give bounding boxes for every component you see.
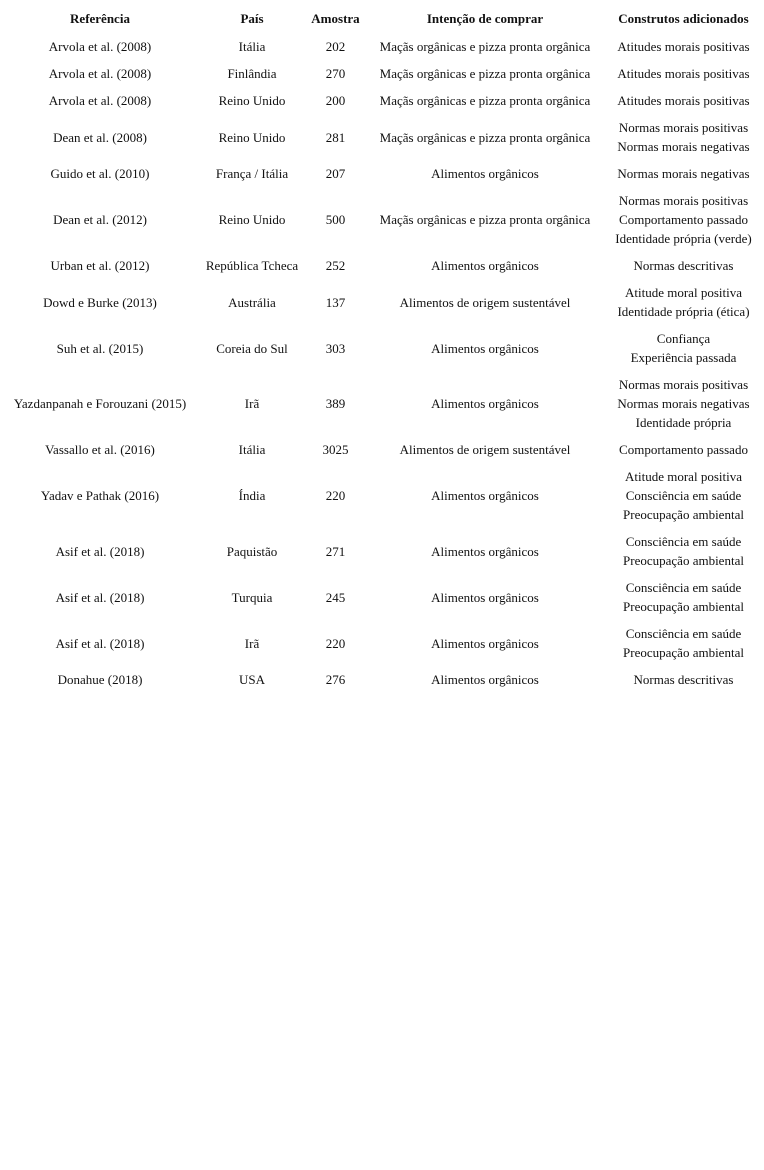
cell-referencia: Donahue (2018) <box>57 672 143 687</box>
construto-item: Preocupação ambiental <box>623 645 744 660</box>
header-amostra: Amostra <box>311 10 360 26</box>
cell-pais: Irã <box>244 635 260 651</box>
cell-pais: República Tcheca <box>205 258 299 273</box>
cell-construtos <box>603 436 764 463</box>
cell-construtos <box>603 574 764 620</box>
construto-item: Normas morais positivas <box>618 193 749 208</box>
construto-item: Preocupação ambiental <box>623 507 744 522</box>
cell-intencao: Maçãs orgânicas e pizza pronta orgânica <box>379 93 591 108</box>
cell-referencia: Vassallo et al. (2016) <box>45 442 155 457</box>
cell-construtos <box>603 279 764 325</box>
table-row <box>0 160 764 187</box>
cell-referencia: Yazdanpanah e Forouzani (2015) <box>13 396 187 411</box>
cell-construtos <box>603 114 764 160</box>
construto-item: Confiança <box>656 331 711 346</box>
cell-intencao: Maçãs orgânicas e pizza pronta orgânica <box>379 66 591 81</box>
table-row <box>0 528 764 574</box>
cell-amostra: 207 <box>325 166 346 181</box>
cell-amostra: 200 <box>325 93 346 108</box>
cell-pais: Turquia <box>231 589 273 605</box>
table-row <box>0 252 764 279</box>
construto-item: Atitude moral positiva <box>625 469 742 484</box>
cell-referencia: Dean et al. (2008) <box>53 129 147 145</box>
construto-item: Experiência passada <box>630 350 737 365</box>
cell-referencia: Dean et al. (2012) <box>53 212 147 227</box>
table-row <box>0 463 764 528</box>
cell-amostra: 500 <box>325 212 346 227</box>
header-pais: País <box>240 10 264 26</box>
cell-referencia: Urban et al. (2012) <box>50 258 150 273</box>
construto-item: Atitudes morais positivas <box>617 39 750 54</box>
cell-referencia: Suh et al. (2015) <box>56 340 144 356</box>
table-row <box>0 436 764 463</box>
header-row <box>0 3 764 33</box>
cell-referencia: Yadav e Pathak (2016) <box>40 488 160 503</box>
cell-intencao: Alimentos orgânicos <box>431 488 539 503</box>
cell-pais: França / Itália <box>215 166 289 181</box>
construto-item: Identidade própria (verde) <box>615 231 752 246</box>
table-row <box>0 279 764 325</box>
table-row <box>0 371 764 436</box>
construto-item: Normas morais positivas <box>618 377 749 392</box>
cell-intencao: Maçãs orgânicas e pizza pronta orgânica <box>379 39 591 54</box>
construto-item: Normas morais negativas <box>617 166 750 181</box>
construto-item: Normas morais negativas <box>617 396 750 411</box>
cell-pais: Itália <box>238 442 266 457</box>
header-referencia: Referência <box>70 10 130 26</box>
cell-pais: Austrália <box>228 294 276 310</box>
cell-pais: Itália <box>238 39 266 54</box>
table-row <box>0 325 764 371</box>
construto-item: Consciência em saúde <box>625 626 742 641</box>
cell-construtos <box>603 325 764 371</box>
table-row <box>0 574 764 620</box>
cell-construtos <box>603 463 764 528</box>
cell-referencia: Guido et al. (2010) <box>50 166 150 181</box>
table-row <box>0 114 764 160</box>
cell-referencia: Asif et al. (2018) <box>55 589 145 605</box>
header-intencao: Intenção de comprar <box>426 10 544 26</box>
construto-item: Normas morais positivas <box>618 120 749 135</box>
cell-construtos <box>603 528 764 574</box>
cell-pais: Índia <box>238 488 266 503</box>
cell-referencia: Asif et al. (2018) <box>55 543 145 559</box>
construto-item: Comportamento passado <box>619 212 748 227</box>
construto-item: Preocupação ambiental <box>623 599 744 614</box>
cell-intencao: Alimentos orgânicos <box>431 672 539 687</box>
cell-construtos <box>603 371 764 436</box>
construto-item: Consciência em saúde <box>625 488 742 503</box>
cell-construtos <box>603 87 764 114</box>
cell-amostra: 271 <box>325 543 346 559</box>
cell-amostra: 137 <box>325 294 346 310</box>
cell-amostra: 220 <box>325 488 346 503</box>
construto-item: Identidade própria (ética) <box>617 304 750 319</box>
cell-construtos <box>603 60 764 87</box>
cell-amostra: 281 <box>325 129 346 145</box>
construto-item: Atitudes morais positivas <box>617 66 750 81</box>
cell-intencao: Alimentos de origem sustentável <box>399 442 571 457</box>
table-row <box>0 87 764 114</box>
cell-referencia: Dowd e Burke (2013) <box>43 294 157 310</box>
cell-construtos <box>603 33 764 60</box>
table-row <box>0 187 764 252</box>
cell-intencao: Alimentos de origem sustentável <box>399 294 571 310</box>
cell-pais: Reino Unido <box>218 129 286 145</box>
cell-construtos <box>603 252 764 279</box>
cell-amostra: 389 <box>325 396 346 411</box>
cell-referencia: Asif et al. (2018) <box>55 635 145 651</box>
cell-intencao: Alimentos orgânicos <box>431 589 539 605</box>
table-row <box>0 666 764 693</box>
cell-amostra: 202 <box>325 39 346 54</box>
table-row <box>0 33 764 60</box>
construto-item: Normas descritivas <box>633 258 734 273</box>
cell-referencia: Arvola et al. (2008) <box>48 39 152 54</box>
header-construtos: Construtos adicionados <box>618 10 749 26</box>
construto-item: Preocupação ambiental <box>623 553 744 568</box>
cell-construtos <box>603 620 764 666</box>
cell-amostra: 303 <box>325 340 346 356</box>
cell-intencao: Maçãs orgânicas e pizza pronta orgânica <box>379 129 591 145</box>
construto-item: Consciência em saúde <box>625 534 742 549</box>
construto-item: Atitude moral positiva <box>625 285 742 300</box>
cell-intencao: Alimentos orgânicos <box>431 166 539 181</box>
cell-pais: USA <box>238 672 265 687</box>
table-row <box>0 620 764 666</box>
cell-construtos <box>603 187 764 252</box>
construto-item: Atitudes morais positivas <box>617 93 750 108</box>
construto-item: Normas descritivas <box>633 672 734 687</box>
cell-intencao: Alimentos orgânicos <box>431 635 539 651</box>
cell-amostra: 270 <box>325 66 346 81</box>
cell-pais: Finlândia <box>227 66 277 81</box>
cell-pais: Irã <box>244 396 260 411</box>
cell-referencia: Arvola et al. (2008) <box>48 66 152 81</box>
cell-intencao: Alimentos orgânicos <box>431 340 539 356</box>
construto-item: Comportamento passado <box>619 442 748 457</box>
cell-referencia: Arvola et al. (2008) <box>48 93 152 108</box>
table-row <box>0 60 764 87</box>
cell-pais: Reino Unido <box>218 212 286 227</box>
cell-pais: Reino Unido <box>218 93 286 108</box>
cell-pais: Paquistão <box>226 543 278 559</box>
cell-amostra: 3025 <box>322 442 349 457</box>
cell-intencao: Alimentos orgânicos <box>431 258 539 273</box>
cell-amostra: 245 <box>325 589 346 605</box>
table-header <box>0 3 764 33</box>
cell-intencao: Alimentos orgânicos <box>431 543 539 559</box>
cell-pais: Coreia do Sul <box>216 340 288 356</box>
cell-intencao: Alimentos orgânicos <box>431 396 539 411</box>
studies-table <box>0 3 764 693</box>
construto-item: Identidade própria <box>635 415 732 430</box>
cell-construtos <box>603 160 764 187</box>
construto-item: Normas morais negativas <box>617 139 750 154</box>
cell-amostra: 252 <box>325 258 346 273</box>
cell-amostra: 276 <box>325 672 346 687</box>
cell-amostra: 220 <box>325 635 346 651</box>
table-body <box>0 33 764 693</box>
cell-intencao: Maçãs orgânicas e pizza pronta orgânica <box>379 212 591 227</box>
construto-item: Consciência em saúde <box>625 580 742 595</box>
cell-construtos <box>603 666 764 693</box>
